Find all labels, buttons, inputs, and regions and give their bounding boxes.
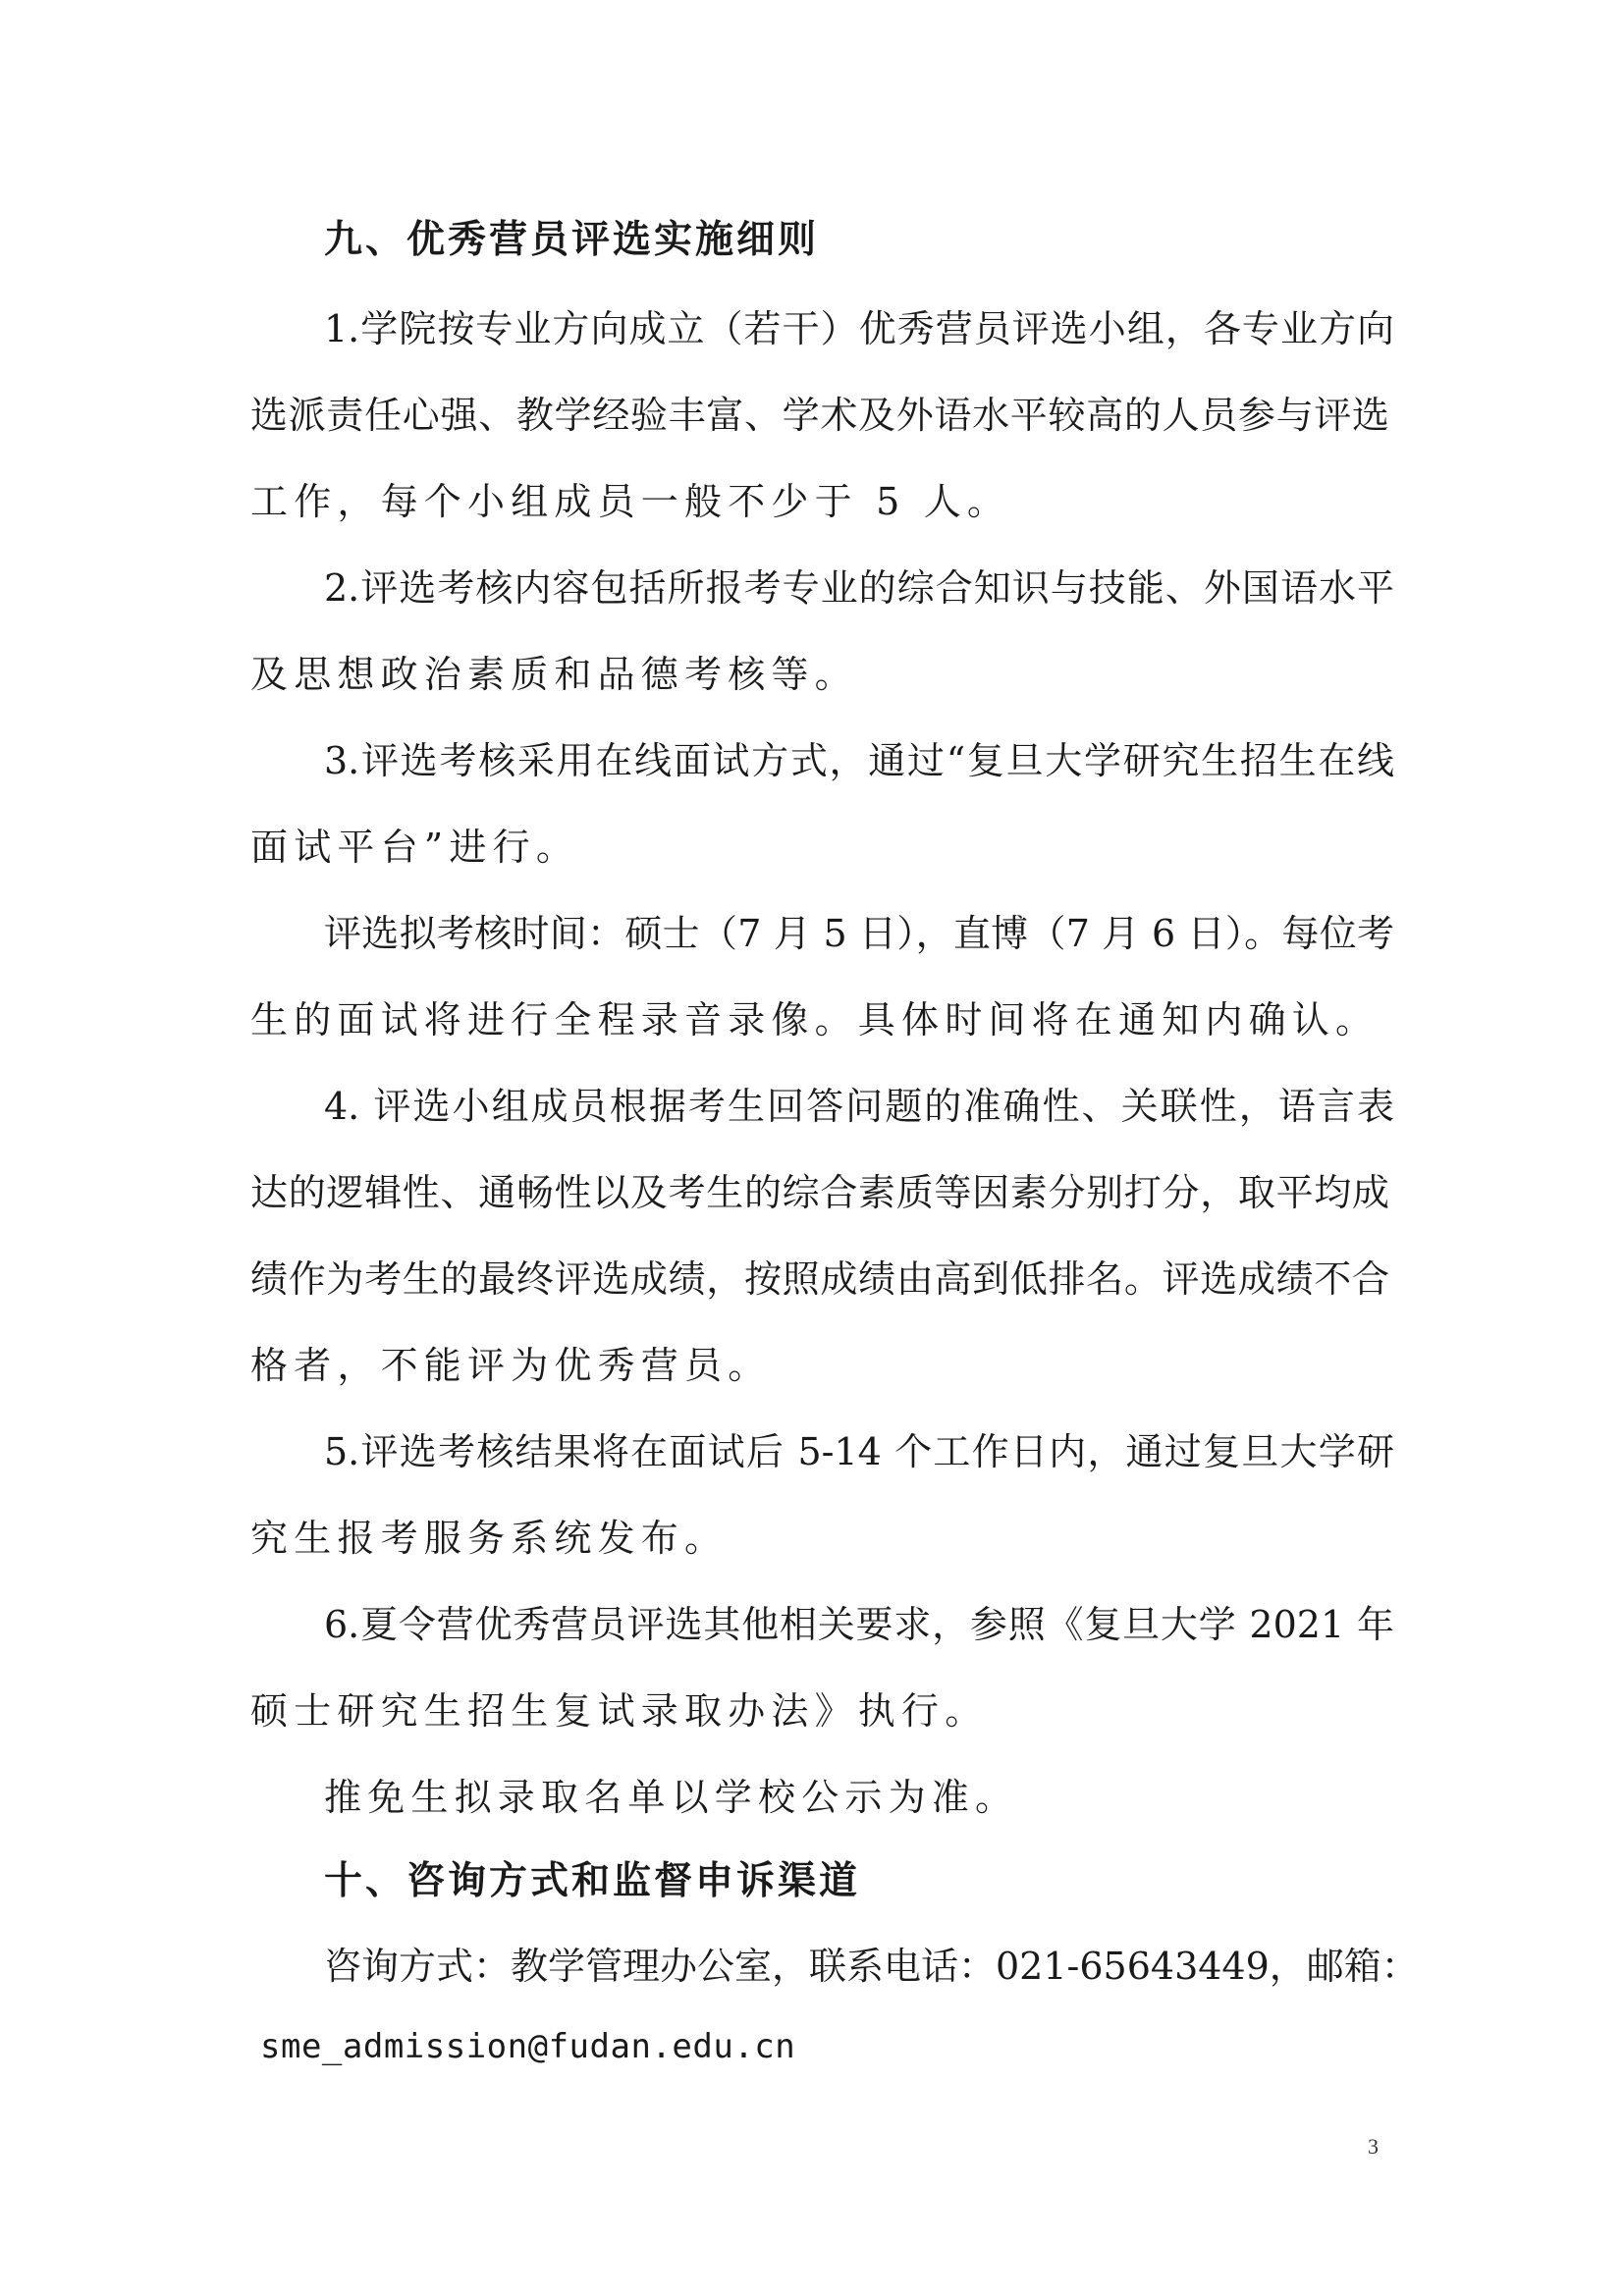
section-9-heading: 九、优秀营员评选实施细则 [324, 218, 820, 262]
paragraph-line: 生的面试将进行全程录音录像。具体时间将在通知内确认。 [250, 998, 1380, 1041]
email-address: sme_admission@fudan.edu.cn [260, 2027, 796, 2066]
paragraph-line: 面试平台”进行。 [250, 826, 580, 869]
paragraph-line: 选派责任心强、教学经验丰富、学术及外语水平较高的人员参与评选 [250, 394, 1389, 437]
paragraph-line: 3.评选考核采用在线面试方式，通过“复旦大学研究生招生在线 [324, 739, 1394, 782]
paragraph-line: 4. 评选小组成员根据考生回答问题的准确性、关联性，语言表 [324, 1085, 1394, 1128]
paragraph-line: 5.评选考核结果将在面试后 5-14 个工作日内，通过复旦大学研 [324, 1430, 1394, 1473]
paragraph-line: 格者，不能评为优秀营员。 [250, 1344, 772, 1387]
paragraph-line: 推免生拟录取名单以学校公示为准。 [324, 1776, 1019, 1819]
contact-line: 咨询方式：教学管理办公室，联系电话：021-65643449，邮箱： [324, 1945, 1419, 1988]
paragraph-line: 绩作为考生的最终评选成绩，按照成绩由高到低排名。评选成绩不合 [250, 1257, 1389, 1301]
page-number: 3 [1368, 2134, 1379, 2159]
paragraph-line: 2.评选考核内容包括所报考专业的综合知识与技能、外国语水平 [324, 566, 1394, 610]
paragraph-line: 1.学院按专业方向成立（若干）优秀营员评选小组，各专业方向 [324, 307, 1394, 350]
paragraph-line: 及思想政治素质和品德考核等。 [250, 653, 858, 696]
paragraph-line: 工作，每个小组成员一般不少于 5 人。 [250, 480, 1011, 523]
paragraph-line: 硕士研究生招生复试录取办法》执行。 [250, 1689, 989, 1733]
paragraph-line: 究生报考服务系统发布。 [250, 1517, 729, 1560]
paragraph-line: 评选拟考核时间：硕士（7 月 5 日），直博（7 月 6 日）。每位考 [324, 912, 1394, 955]
paragraph-line: 达的逻辑性、通畅性以及考生的综合素质等因素分别打分，取平均成 [250, 1171, 1389, 1214]
paragraph-line: 6.夏令营优秀营员评选其他相关要求，参照《复旦大学 2021 年 [324, 1603, 1394, 1646]
section-10-heading: 十、咨询方式和监督申诉渠道 [324, 1859, 861, 1903]
